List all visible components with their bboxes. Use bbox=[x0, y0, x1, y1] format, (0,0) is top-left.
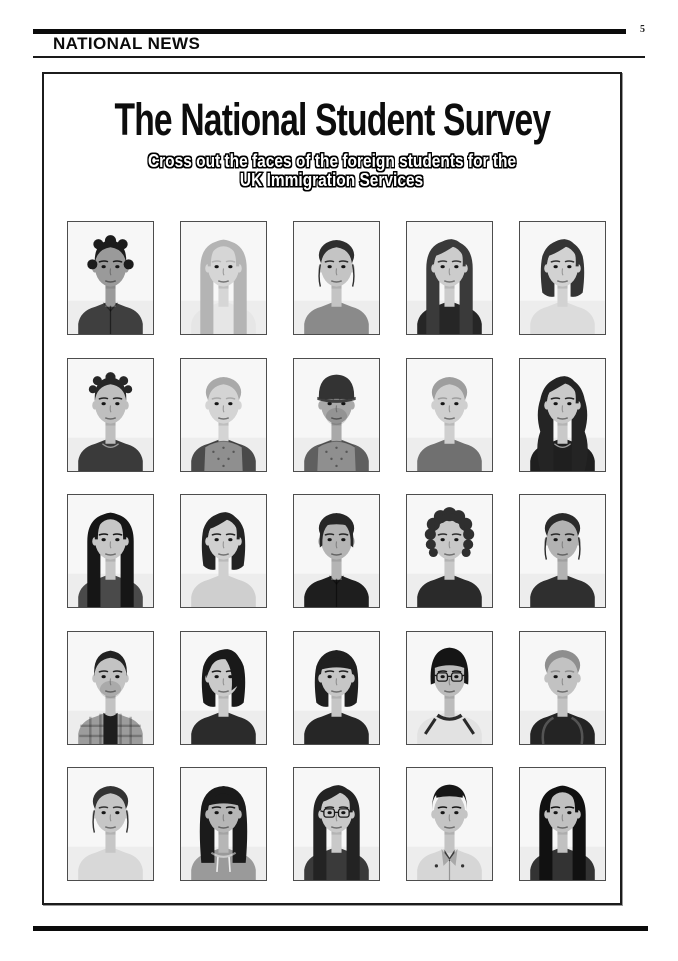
student-photo[interactable] bbox=[180, 358, 267, 472]
student-photo[interactable] bbox=[406, 358, 493, 472]
portrait-photo-art bbox=[407, 359, 492, 471]
portrait-photo-art bbox=[520, 495, 605, 607]
portrait-photo-art bbox=[181, 495, 266, 607]
portrait-photo-art bbox=[520, 359, 605, 471]
portrait-photo-art bbox=[294, 632, 379, 744]
student-photo[interactable] bbox=[406, 631, 493, 745]
student-photo[interactable] bbox=[67, 631, 154, 745]
student-photo[interactable] bbox=[406, 494, 493, 608]
portrait-photo-art bbox=[407, 222, 492, 334]
student-photo[interactable] bbox=[406, 221, 493, 335]
portrait-photo-art bbox=[520, 222, 605, 334]
student-photo[interactable] bbox=[519, 767, 606, 881]
portrait-photo-art bbox=[407, 495, 492, 607]
portrait-photo-art bbox=[294, 768, 379, 880]
portrait-photo-art bbox=[68, 768, 153, 880]
student-photo[interactable] bbox=[180, 631, 267, 745]
portrait-photo-art bbox=[407, 632, 492, 744]
portrait-photo-art bbox=[407, 768, 492, 880]
portrait-photo-art bbox=[68, 359, 153, 471]
bottom-rule bbox=[33, 926, 648, 931]
student-photo[interactable] bbox=[293, 494, 380, 608]
student-photo[interactable] bbox=[67, 358, 154, 472]
student-photo[interactable] bbox=[519, 494, 606, 608]
student-photo[interactable] bbox=[519, 358, 606, 472]
student-photo[interactable] bbox=[180, 494, 267, 608]
student-photo[interactable] bbox=[67, 221, 154, 335]
poster-subtitle-line2: UK Immigration Services bbox=[240, 170, 424, 191]
page-number: 5 bbox=[640, 24, 645, 35]
poster-subtitle-line1: Cross out the faces of the foreign students for the bbox=[147, 151, 517, 171]
student-photo[interactable] bbox=[293, 221, 380, 335]
student-photo[interactable] bbox=[519, 631, 606, 745]
portrait-photo-art bbox=[181, 768, 266, 880]
poster-subtitle bbox=[44, 152, 620, 190]
student-photo[interactable] bbox=[180, 221, 267, 335]
portrait-photo-art bbox=[181, 632, 266, 744]
section-title: NATIONAL NEWS bbox=[53, 34, 201, 53]
portrait-photo-art bbox=[294, 495, 379, 607]
photo-grid bbox=[44, 221, 620, 881]
portrait-photo-art bbox=[68, 495, 153, 607]
student-photo[interactable] bbox=[293, 631, 380, 745]
portrait-photo-art bbox=[294, 359, 379, 471]
poster bbox=[42, 72, 622, 905]
portrait-photo-art bbox=[68, 222, 153, 334]
portrait-photo-art bbox=[68, 632, 153, 744]
student-photo[interactable] bbox=[293, 767, 380, 881]
header-underline bbox=[33, 56, 645, 58]
student-photo[interactable] bbox=[67, 767, 154, 881]
student-photo[interactable] bbox=[293, 358, 380, 472]
student-photo[interactable] bbox=[180, 767, 267, 881]
portrait-photo-art bbox=[294, 222, 379, 334]
poster-title-text: The National Student Survey bbox=[114, 94, 550, 145]
student-photo[interactable] bbox=[406, 767, 493, 881]
student-photo[interactable] bbox=[519, 221, 606, 335]
student-photo[interactable] bbox=[67, 494, 154, 608]
portrait-photo-art bbox=[181, 222, 266, 334]
portrait-photo-art bbox=[520, 768, 605, 880]
portrait-photo-art bbox=[181, 359, 266, 471]
poster-title bbox=[44, 96, 620, 144]
portrait-photo-art bbox=[520, 632, 605, 744]
